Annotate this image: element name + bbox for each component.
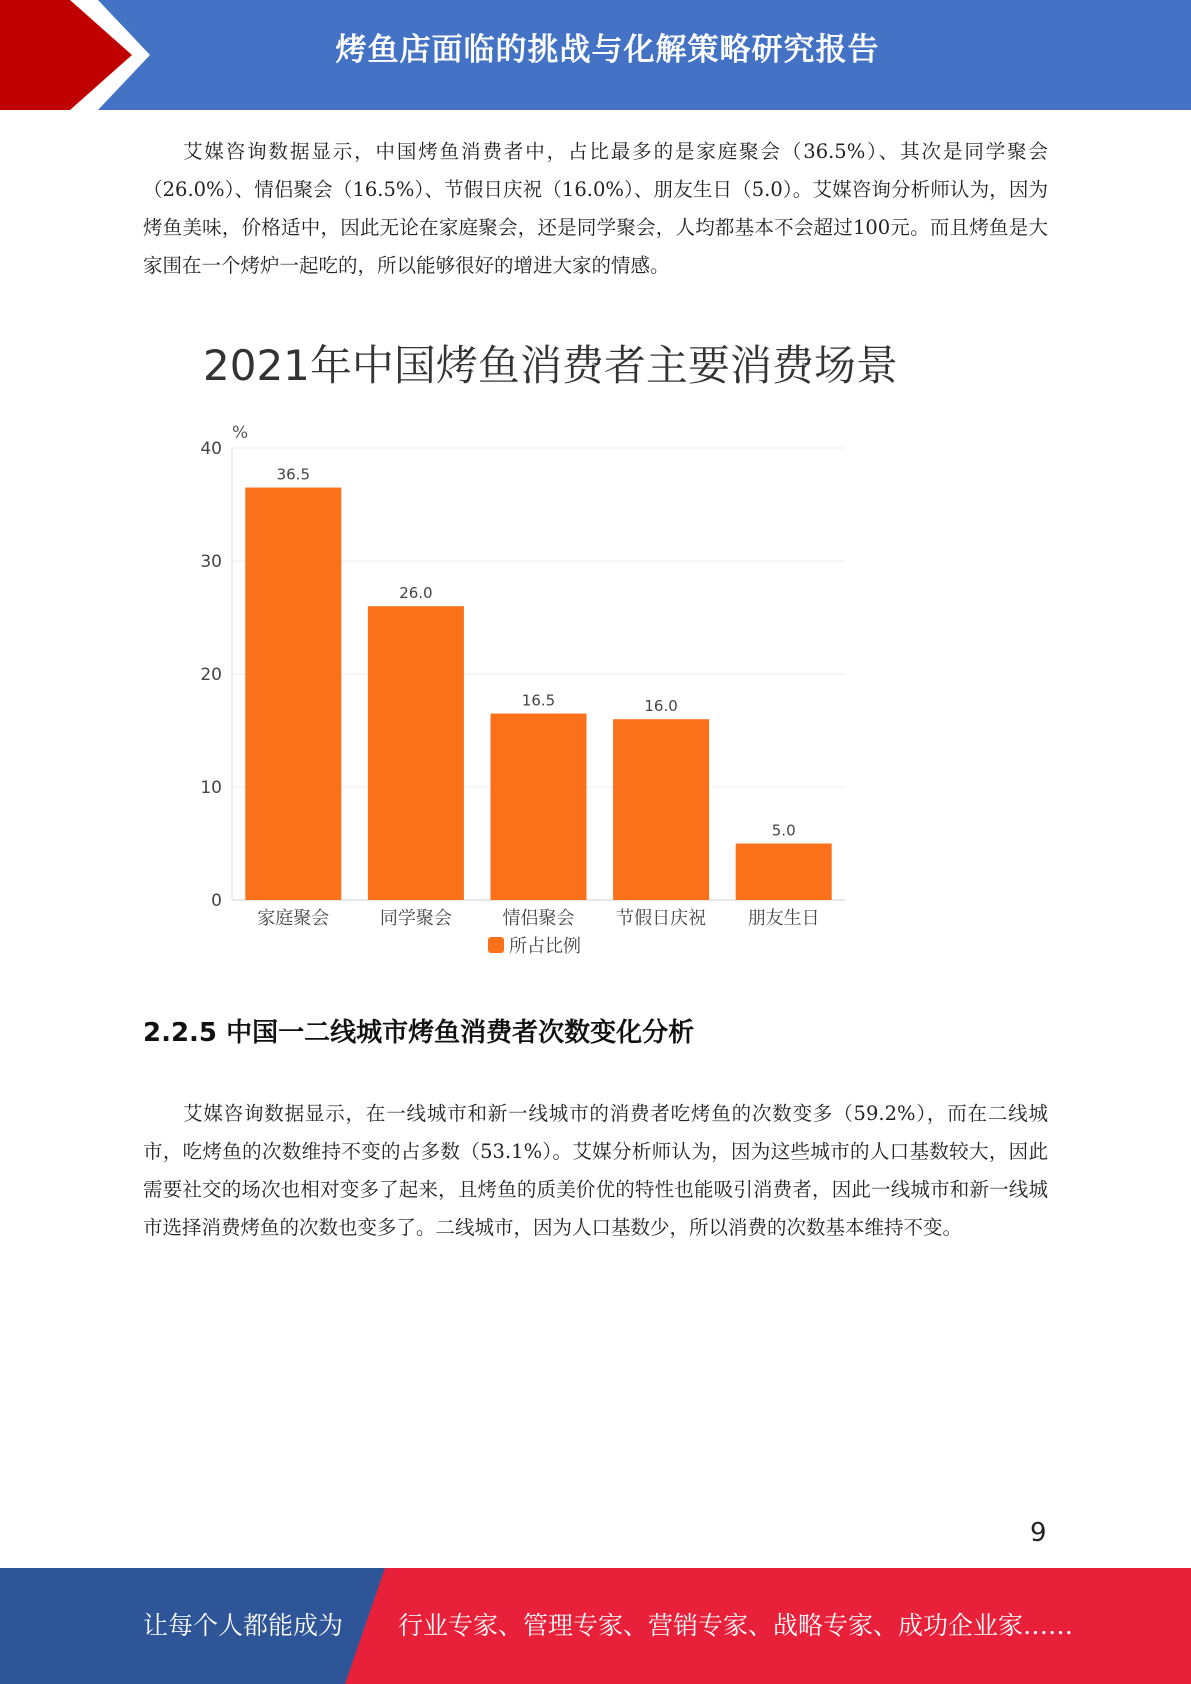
page-header — [0, 0, 1191, 110]
y-tick-label: 40 — [200, 439, 222, 459]
legend-swatch — [488, 937, 504, 953]
analysis-paragraph: 艾媒咨询数据显示，在一线城市和新一线城市的消费者吃烤鱼的次数变多（59.2%），而在二线城市，吃烤鱼的次数维持不变的占多数（53.1%）。艾媒分析师认为，因为这些城市的人口基数较大，因此需要社交的场次也相对变多了起来，且烤鱼的质美价优的特性也能吸引消费者，因此一线城市和新一线城市选择消费烤鱼的次数也变多了。二线城市，因为人口基数少，所以消费的次数基本维持不变。 — [143, 1102, 1048, 1239]
bar-value-label: 5.0 — [771, 821, 796, 840]
bar-value-label: 36.5 — [276, 465, 311, 484]
x-tick-label: 同学聚会 — [379, 908, 452, 929]
bar-value-label: 16.5 — [521, 691, 556, 710]
bar — [368, 606, 464, 900]
bar-value-label: 16.0 — [644, 697, 678, 716]
page-number: 9 — [1030, 1518, 1047, 1548]
page-footer — [0, 1568, 1191, 1684]
footer-slogan-right: 行业专家、管理专家、营销专家、战略专家、成功企业家…… — [398, 1611, 1074, 1640]
bar-value-label: 26.0 — [399, 584, 433, 603]
x-tick-label: 情侣聚会 — [502, 908, 575, 929]
bar — [613, 719, 709, 900]
y-axis-unit-label: % — [232, 423, 249, 443]
intro-paragraph: 艾媒咨询数据显示，中国烤鱼消费者中，占比最多的是家庭聚会（36.5%）、其次是同学聚会（26.0%）、情侣聚会（16.5%）、节假日庆祝（16.0%）、朋友生日（5.0）。艾媒咨询分析师认为，因为烤鱼美味，价格适中，因此无论在家庭聚会，还是同学聚会，人均都基本不会超过100元。而且烤鱼是大家围在一个烤炉一起吃的，所以能够很好的增进大家的情感。 — [143, 140, 1048, 277]
bar — [245, 488, 341, 900]
chart-plot — [195, 315, 875, 975]
y-tick-label: 0 — [211, 891, 222, 911]
footer-slogan-left: 让每个人都能成为 — [143, 1611, 344, 1640]
x-tick-label: 朋友生日 — [747, 908, 820, 929]
bar — [491, 714, 587, 900]
legend-label: 所占比例 — [509, 936, 581, 957]
report-title: 烤鱼店面临的挑战与化解策略研究报告 — [335, 32, 880, 68]
x-tick-label: 家庭聚会 — [257, 908, 330, 929]
section-heading: 2.2.5 中国一二线城市烤鱼消费者次数变化分析 — [143, 1018, 695, 1048]
bar-chart — [195, 315, 898, 975]
bar — [736, 844, 832, 901]
y-tick-label: 10 — [200, 778, 222, 798]
y-tick-label: 20 — [200, 665, 222, 685]
chart-title: 2021年中国烤鱼消费者主要消费场景 — [203, 341, 898, 390]
y-tick-label: 30 — [200, 552, 222, 572]
x-tick-label: 节假日庆祝 — [616, 908, 707, 929]
